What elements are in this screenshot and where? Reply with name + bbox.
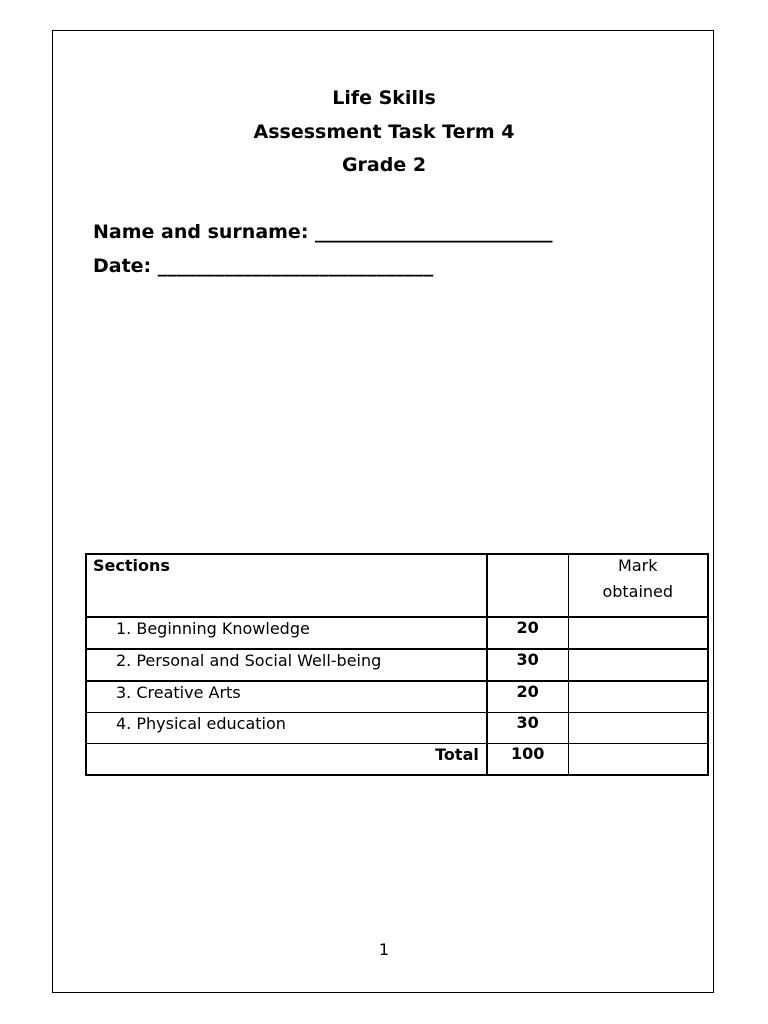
table-row	[86, 617, 708, 649]
date-field: Date: _____________________________	[93, 255, 434, 277]
total-label: Total	[435, 745, 479, 764]
obtained-cell[interactable]	[568, 617, 708, 649]
section-cell	[86, 617, 487, 649]
header-marks-cell	[487, 554, 568, 617]
marks-cell: 20	[487, 617, 568, 649]
subject-title: Life Skills	[332, 87, 436, 109]
marks-cell: 20	[487, 681, 568, 713]
name-surname-field: Name and surname: _________________________	[93, 221, 553, 243]
table-row	[86, 649, 708, 681]
obtained-cell[interactable]	[568, 713, 708, 744]
section-label: 3. Creative Arts	[116, 683, 241, 702]
grade-title: Grade 2	[341, 154, 427, 176]
section-cell	[86, 713, 487, 744]
section-cell	[86, 649, 487, 681]
table-row	[86, 681, 708, 713]
header-obtained-line2: obtained	[602, 582, 674, 601]
page-number: 1	[378, 940, 390, 959]
marks-cell: 30	[487, 713, 568, 744]
task-title: Assessment Task Term 4	[253, 121, 515, 143]
header-sections-label: Sections	[93, 556, 170, 575]
section-cell	[86, 681, 487, 713]
section-label: 1. Beginning Knowledge	[116, 619, 310, 638]
total-obtained-cell[interactable]	[568, 744, 708, 776]
obtained-cell[interactable]	[568, 649, 708, 681]
total-row	[86, 744, 708, 776]
header-obtained-cell	[568, 554, 708, 617]
section-label: 2. Personal and Social Well-being	[116, 651, 382, 670]
total-marks-cell: 100	[487, 744, 568, 776]
header-obtained-line1: Mark	[618, 556, 658, 575]
section-label: 4. Physical education	[116, 714, 286, 733]
marks-cell: 30	[487, 649, 568, 681]
table-header-row	[86, 554, 708, 617]
marks-table	[85, 553, 709, 776]
total-label-cell	[86, 744, 487, 776]
table-row	[86, 713, 708, 744]
obtained-cell[interactable]	[568, 681, 708, 713]
header-sections-cell	[86, 554, 487, 617]
